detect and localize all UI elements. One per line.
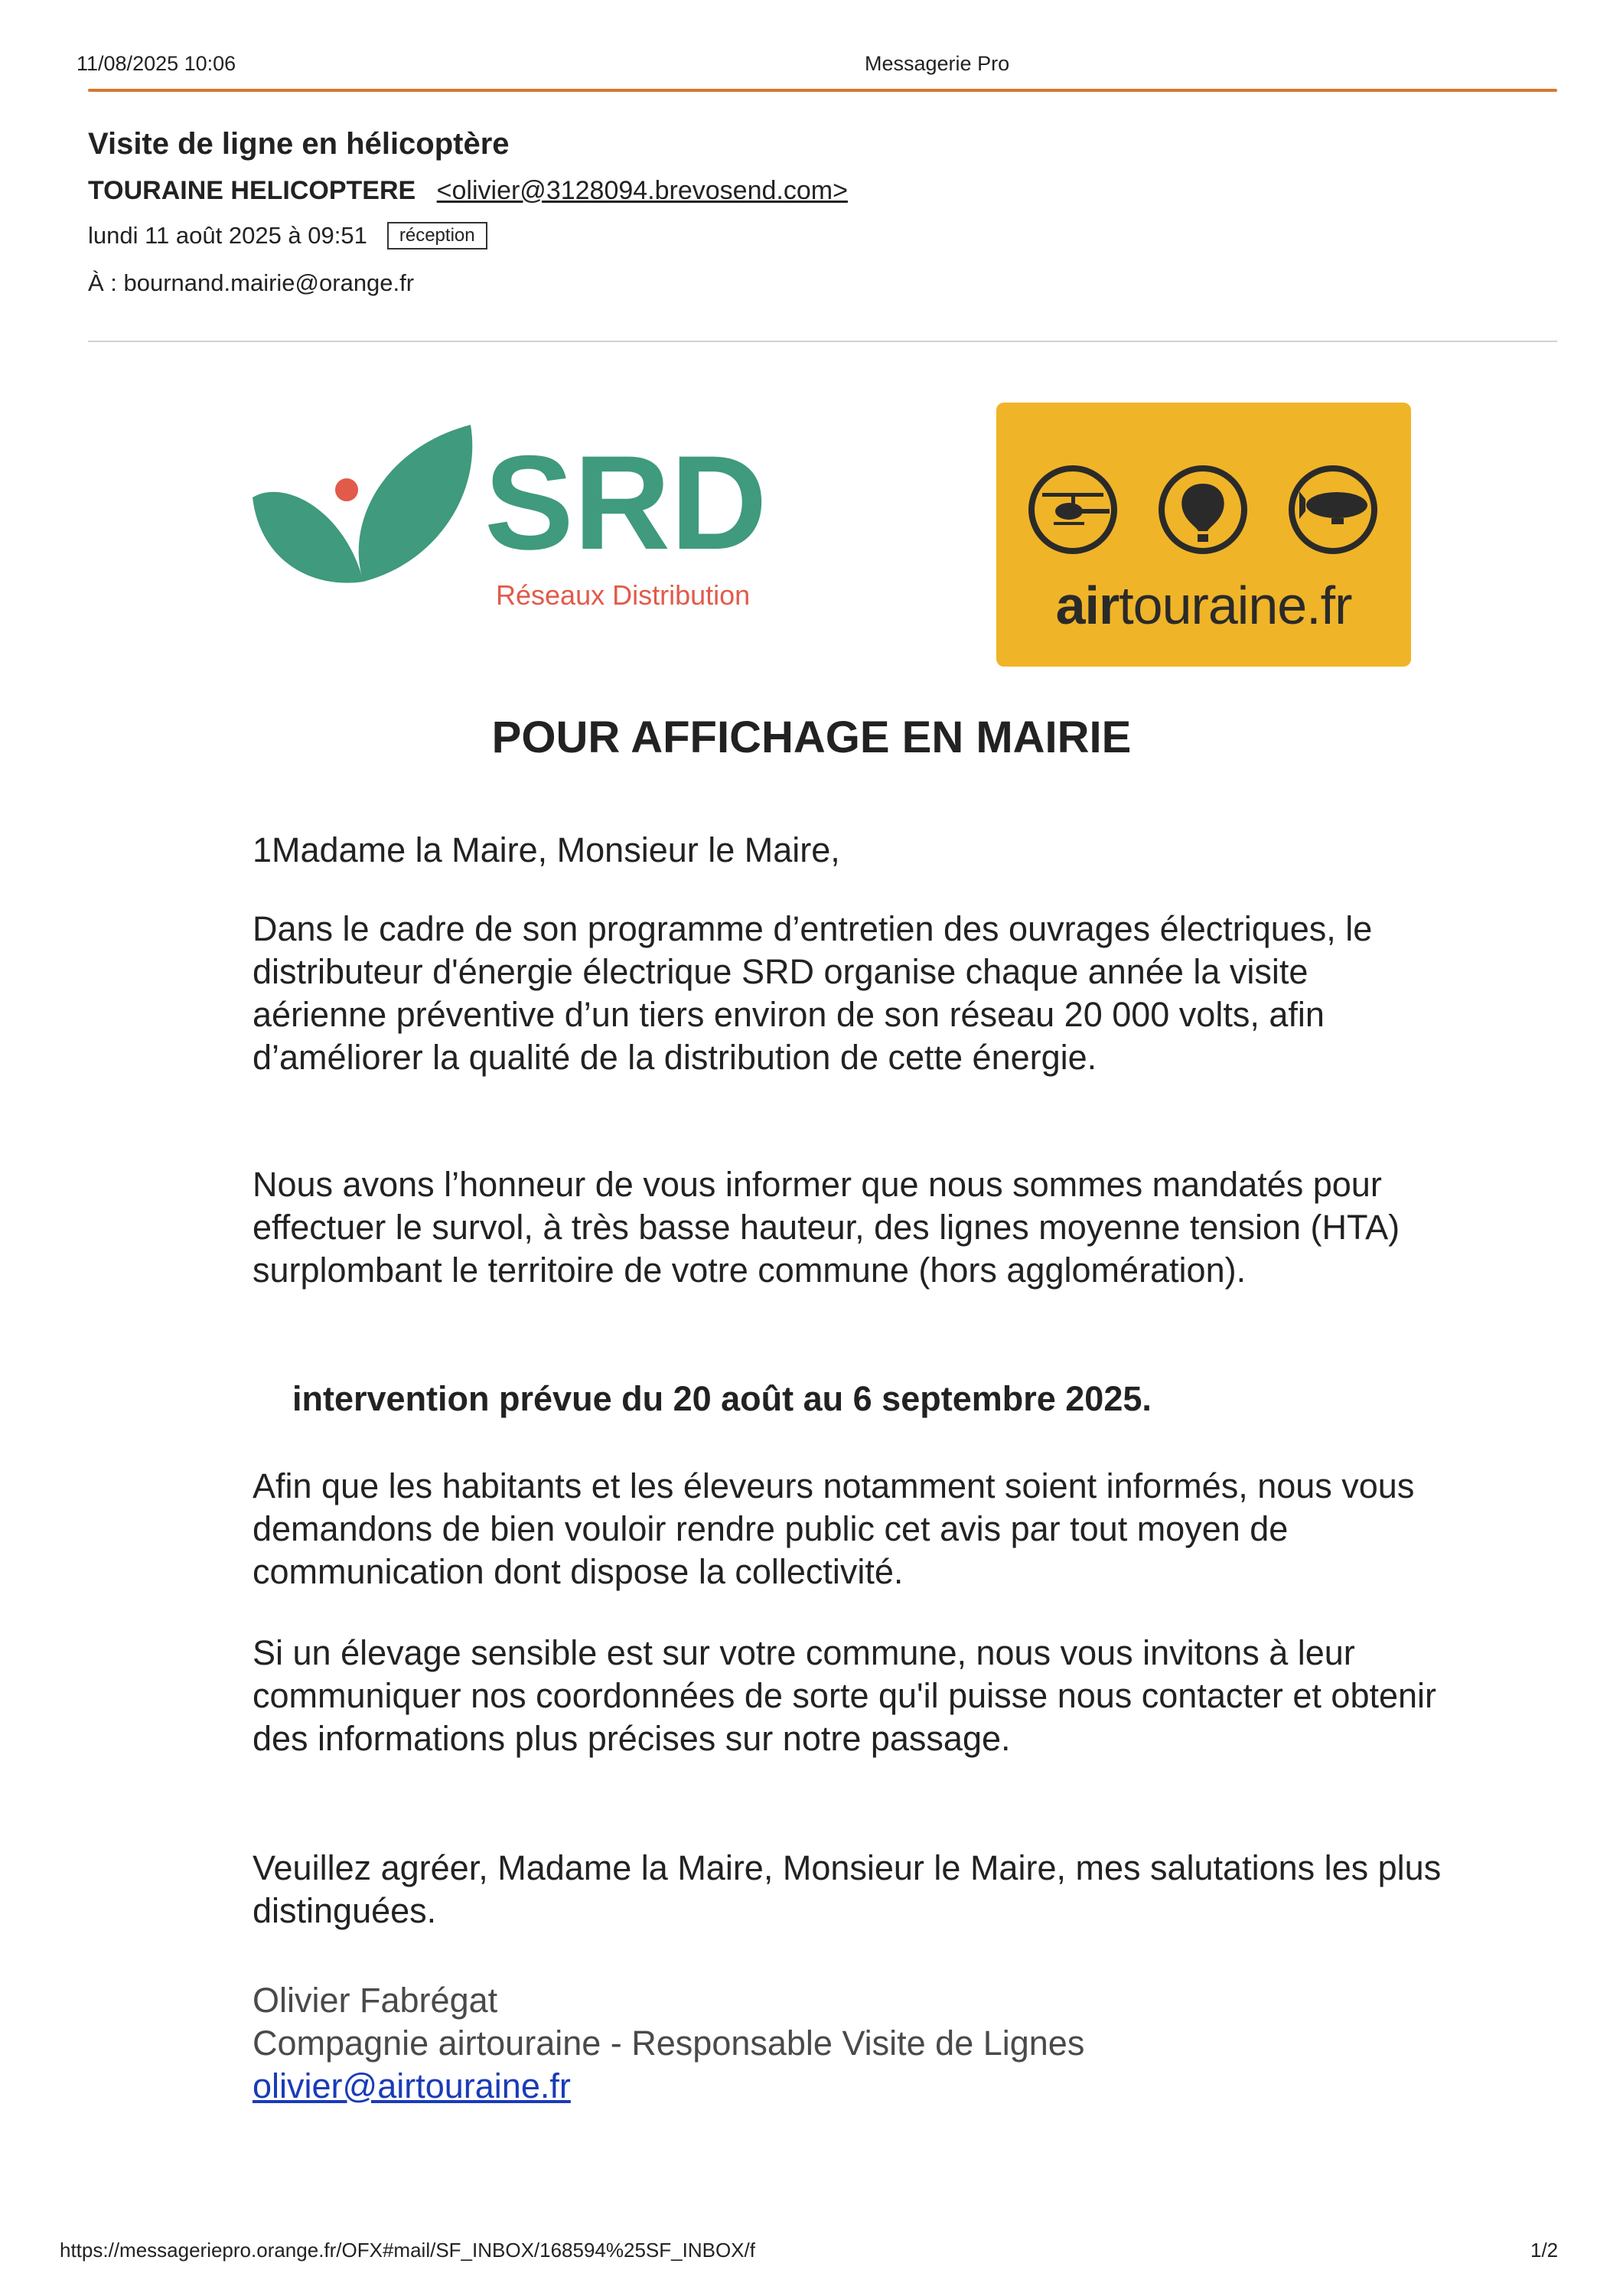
sender-email-link[interactable]: <olivier@3128094.brevosend.com> xyxy=(436,176,848,205)
srd-logo xyxy=(253,425,803,624)
message-date-row xyxy=(88,222,487,249)
airship-icon xyxy=(1292,468,1374,551)
srd-tagline: Réseaux Distribution xyxy=(496,579,751,611)
srd-leaf-right xyxy=(359,425,473,582)
sender-name: TOURAINE HELICOPTERE xyxy=(88,176,416,205)
helicopter-icon xyxy=(1031,468,1114,551)
hot-air-balloon-icon xyxy=(1162,468,1244,551)
message-recipient: À : bournand.mairie@orange.fr xyxy=(88,269,415,296)
paragraph-request: Afin que les habitants et les éleveurs notamment soient informés, nous vous demandons de bien vouloir rendre public cet avis par tout moyen de communication dont dispose la collectivité. xyxy=(253,1466,1415,1591)
poster-title: POUR AFFICHAGE EN MAIRIE xyxy=(491,713,1132,762)
srd-dot xyxy=(335,478,358,501)
intervention-dates: intervention prévue du 20 août au 6 septembre 2025. xyxy=(292,1379,1152,1418)
air-wordmark-strong: air xyxy=(1055,576,1119,635)
signature-email-link[interactable]: olivier@airtouraine.fr xyxy=(253,2066,571,2105)
paragraph-sensitive: Si un élevage sensible est sur votre commune, nous vous invitons à leur communiquer nos coordonnées de sorte qu'il puisse nous contacter et obtenir des informations plus précises sur notre passage. xyxy=(253,1633,1437,1758)
signature-name: Olivier Fabrégat xyxy=(253,1981,498,2020)
folder-badge[interactable]: réception xyxy=(387,222,487,249)
closing: Veuillez agréer, Madame la Maire, Monsieur le Maire, mes salutations les plus distinguées. xyxy=(253,1848,1442,1930)
message-date: lundi 11 août 2025 à 09:51 xyxy=(88,222,367,249)
airtouraine-logo xyxy=(996,403,1411,667)
print-footer-url: https://messageriepro.orange.fr/OFX#mail/SF_INBOX/168594%25SF_INBOX/f xyxy=(60,2239,755,2262)
paragraph-inform: Nous avons l’honneur de vous informer que nous sommes mandatés pour effectuer le survol, à très basse hauteur, des lignes moyenne tension (HTA) surplombant le territoire de votre commune (hors agglomération). xyxy=(253,1165,1400,1290)
signature-role: Compagnie airtouraine - Responsable Visite de Lignes xyxy=(253,2024,1085,2063)
message-subject: Visite de ligne en hélicoptère xyxy=(88,127,510,161)
srd-name: SRD xyxy=(484,429,768,578)
print-datetime: 11/08/2025 10:06 xyxy=(77,52,236,75)
message-sender xyxy=(88,176,848,206)
srd-leaf-left xyxy=(253,492,363,583)
metadata-divider xyxy=(88,341,1557,342)
paragraph-context: Dans le cadre de son programme d’entretien des ouvrages électriques, le distributeur d'énergie électrique SRD organise chaque année la visite aérienne préventive d’un tiers environ de son réseau 20 000 volts, afin d’améliorer la qualité de la distribution de cette énergie. xyxy=(253,909,1373,1077)
print-app-title: Messagerie Pro xyxy=(865,52,1010,75)
airtouraine-wordmark xyxy=(996,575,1411,636)
print-page-number: 1/2 xyxy=(1530,2239,1559,2262)
air-wordmark-rest: touraine.fr xyxy=(1119,576,1352,635)
header-divider xyxy=(88,89,1557,92)
salutation: 1Madame la Maire, Monsieur le Maire, xyxy=(253,830,840,869)
